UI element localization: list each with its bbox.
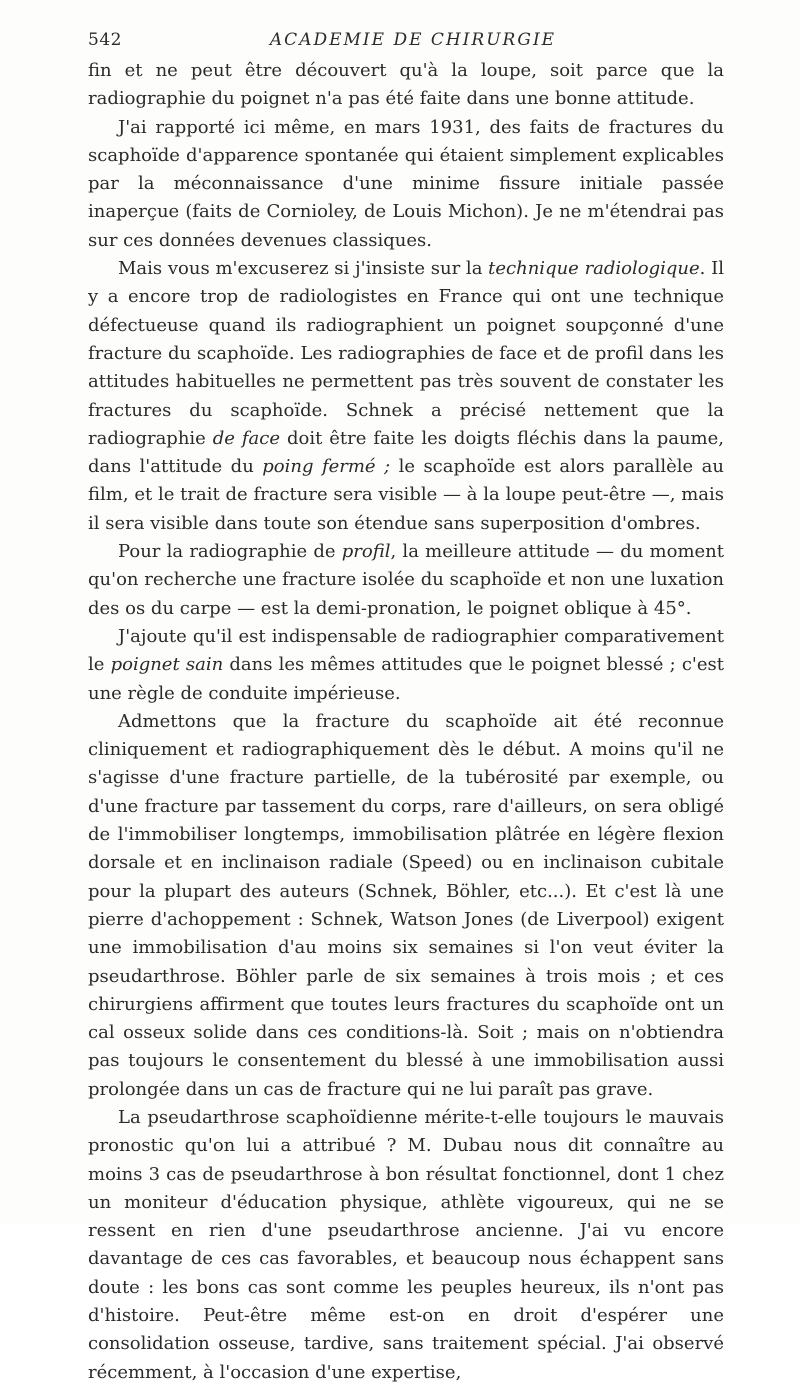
page-number: 542: [88, 30, 122, 50]
emphasis-text: technique radiologique: [488, 258, 700, 280]
text-run: J'ajoute qu'il est indispensable de radiographier comparativement le: [88, 625, 724, 676]
paragraph: [88, 255, 724, 538]
paragraph: [88, 1104, 724, 1387]
text-run: doit être faite les doigts fléchis dans la paume, dans l'attitude du: [88, 427, 724, 478]
emphasis-text: profil: [341, 541, 391, 563]
emphasis-text: poing fermé ;: [262, 456, 391, 478]
text-run: fin et ne peut être découvert qu'à la loupe, soit parce que la radiographie du poignet n'a pas été faite dans une bonne attitude.: [88, 60, 724, 110]
text-run: , la meilleure attitude — du moment qu'on recherche une fracture isolée du scaphoïde et non une luxation des os du carpe — est la demi-pronation, le poignet oblique à 45°.: [88, 541, 724, 619]
emphasis-text: poignet sain: [110, 654, 224, 676]
text-run: La pseudarthrose scaphoïdienne mérite-t-elle toujours le mauvais pronostic qu'on lui a attribué ? M. Dubau nous dit connaître au moins 3 cas de pseudarthrose à bon résultat fonctionnel, dont 1 chez un moniteur d'éducation physique, athlète vigoureux, qui ne se ressent en rien d'une pseudarthrose ancienne. J'ai vu encore davantage de ces cas favorables, et beaucoup nous échappent sans doute : les bons cas sont comme les peuples heureux, ils n'ont pas d'histoire. Peut-être même est-on en droit d'espérer une consolidation osseuse, tardive, sans traitement spécial. J'ai observé récemment, à l'occasion d'une expertise,: [88, 1106, 724, 1383]
text-run: Pour la radiographie de: [118, 541, 342, 563]
running-title: ACADEMIE DE CHIRURGIE: [269, 30, 557, 50]
body-text: [88, 57, 724, 1387]
paragraph: [88, 623, 724, 708]
text-run: dans les mêmes attitudes que le poignet blessé ; c'est une règle de conduite impérieuse.: [88, 654, 724, 704]
text-run: J'ai rapporté ici même, en mars 1931, des faits de fractures du scaphoïde d'apparence spontanée qui étaient simplement explicables par la méconnaissance d'une minime fissure initiale passée inaperçue (faits de Cornioley, de Louis Michon). Je ne m'étendrai pas sur ces données devenues classiques.: [88, 116, 724, 251]
text-run: . Il y a encore trop de radiologistes en France qui ont une technique défectueuse quand ils radiographient un poignet soupçonné d'une fracture du scaphoïde. Les radiographies de face et de profil dans les attitudes habituelles ne permettent pas très souvent de constater les fractures du scaphoïde. Schnek a précisé nettement que la radiographie: [88, 258, 724, 449]
paragraph: [88, 708, 724, 1104]
paragraph-continuation: [88, 57, 724, 114]
emphasis-text: de face: [212, 427, 281, 449]
text-run: le scaphoïde est alors parallèle au film, et le trait de fracture sera visible — à la loupe peut-être —, mais il sera visible dans toute son étendue sans superposition d'ombres.: [88, 456, 724, 534]
text-run: Admettons que la fracture du scaphoïde ait été reconnue cliniquement et radiographiquement dès le début. A moins qu'il ne s'agisse d'une fracture partielle, de la tubérosité par exemple, ou d'une fracture par tassement du corps, rare d'ailleurs, on sera obligé de l'immobiliser longtemps, immobilisation plâtrée en légère flexion dorsale et en inclinaison radiale (Speed) ou en inclinaison cubitale pour la plupart des auteurs (Schnek, Böhler, etc...). Et c'est là une pierre d'achoppement : Schnek, Watson Jones (de Liverpool) exigent une immobilisation d'au moins six semaines si l'on veut éviter la pseudarthrose. Böhler parle de six semaines à trois mois ; et ces chirurgiens affirment que toutes leurs fractures du scaphoïde ont un cal osseux solide dans ces conditions-là. Soit ; mais on n'obtiendra pas toujours le consentement du blessé à une immobilisation aussi prolongée dans un cas de fracture qui ne lui paraît pas grave.: [88, 710, 724, 1100]
page-header: [88, 30, 724, 56]
text-run: Mais vous m'excuserez si j'insiste sur la: [118, 258, 489, 280]
paragraph: [88, 538, 724, 623]
paragraph: [88, 114, 724, 255]
